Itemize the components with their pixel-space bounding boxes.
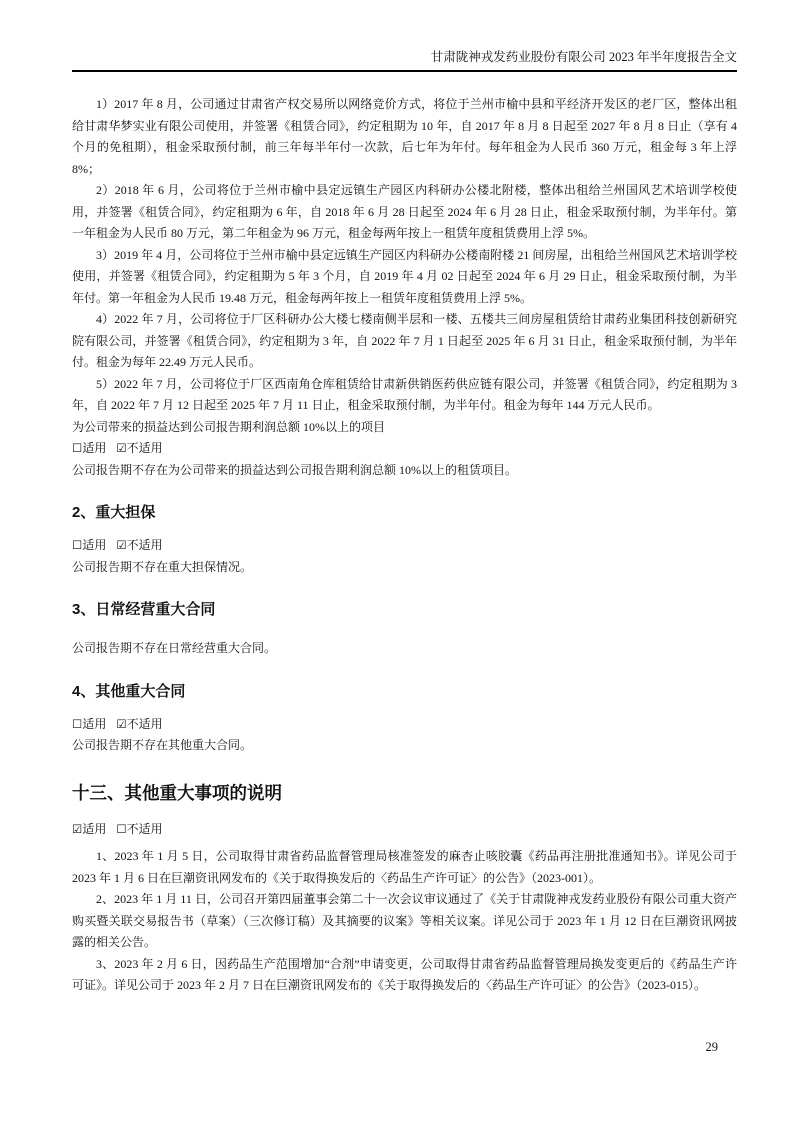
section-2-applicability-row	[72, 535, 737, 557]
section-13-heading: 十三、其他重大事项的说明	[72, 782, 282, 803]
checkbox-checked-icon: ☑	[116, 538, 127, 552]
profit-impact-intro: 为公司带来的损益达到公司报告期利润总额 10%以上的项目	[72, 419, 385, 434]
section-13-item-3: 3、2023 年 2 月 6 日，因药品生产范围增加“合剂”申请变更，公司取得甘肃省药品监督管理局换发变更后的《药品生产许可证》。详见公司于 2023 年 2 月 7 日在巨潮资讯网发布的《关于取得换发后的〈药品生产许可证〉的公告》（2023-015）。	[72, 956, 737, 992]
not-applicable-label: 不适用	[126, 821, 163, 836]
checkbox-unchecked-icon: ☐	[72, 538, 83, 552]
lease-paragraph-5: 5）2022 年 7 月，公司将位于厂区西南角仓库租赁给甘肃新供销医药供应链有限公司，并签署《租赁合同》，约定租期为 3 年，自 2022 年 7 月 12 日起至 2025 年 7 月 11 日止，租金采取预付制，为半年付。租金为每年 144 万元人民币。	[72, 376, 737, 412]
not-applicable-label: 不适用	[126, 538, 163, 552]
profit-impact-applicability-row	[72, 438, 737, 460]
checkbox-checked-icon: ☑	[72, 821, 83, 836]
page-content	[72, 94, 737, 997]
section-4-applicability-row	[72, 714, 737, 736]
applicable-label: 适用	[82, 821, 107, 836]
profit-impact-statement: 公司报告期不存在为公司带来的损益达到公司报告期利润总额 10%以上的租赁项目。	[72, 462, 517, 477]
not-applicable-label: 不适用	[126, 441, 163, 455]
section-4-statement: 公司报告期不存在其他重大合同。	[72, 738, 253, 752]
header-rule	[72, 70, 737, 72]
section-3-heading: 3、日常经营重大合同	[72, 601, 216, 618]
checkbox-unchecked-icon: ☐	[72, 716, 83, 731]
section-4-heading: 4、其他重大合同	[72, 682, 186, 700]
section-2-heading: 2、重大担保	[72, 504, 156, 521]
page-header	[72, 50, 737, 72]
checkbox-checked-icon: ☑	[116, 441, 127, 455]
checkbox-unchecked-icon: ☐	[116, 821, 127, 836]
lease-paragraph-2: 2）2018 年 6 月，公司将位于兰州市榆中县定远镇生产园区内科研办公楼北附楼，整体出租给兰州国风艺术培训学校使用，并签署《租赁合同》，约定租期为 6 年，自 2018 年 6 月 28 日起至 2024 年 6 月 28 日止，租金采取预付制，为半年付。第一年租金为人民币 80 万元，第二年租金为 96 万元，租金每两年按上一租赁年度租赁费用上浮 5%。	[72, 183, 737, 240]
lease-paragraph-4: 4）2022 年 7 月，公司将位于厂区科研办公大楼七楼南侧半层和一楼、五楼共三间房屋租赁给甘肃药业集团科技创新研究院有限公司，并签署《租赁合同》，约定租期为 3 年，自 2022 年 7 月 1 日起至 2025 年 6 月 31 日止，租金采取预付制，为半年付。租金为每年 22.49 万元人民币。	[72, 312, 737, 369]
checkbox-checked-icon: ☑	[116, 716, 127, 731]
section-13-item-2: 2、2023 年 1 月 11 日，公司召开第四届董事会第二十一次会议审议通过了《关于甘肃陇神戎发药业股份有限公司重大资产购买暨关联交易报告书（草案）（三次修订稿）及其摘要的议案》等相关议案。详见公司于 2023 年 1 月 12 日在巨潮资讯网披露的相关公告。	[72, 892, 737, 949]
checkbox-unchecked-icon: ☐	[72, 441, 83, 455]
applicable-label: 适用	[82, 716, 107, 731]
applicable-label: 适用	[82, 538, 107, 552]
lease-paragraph-3: 3）2019 年 4 月，公司将位于兰州市榆中县定远镇生产园区内科研办公楼南附楼 21 间房屋，出租给兰州国风艺术培训学校使用，并签署《租赁合同》，约定租期为 5 年 3 个月，自 2019 年 4 月 02 日起至 2024 年 6 月 29 日止，租金采取预付制，为半年付。第一年租金为人民币 19.48 万元，租金每两年按上一租赁年度租赁费用上浮 5%。	[72, 247, 737, 305]
section-3-statement: 公司报告期不存在日常经营重大合同。	[72, 641, 277, 655]
not-applicable-label: 不适用	[126, 716, 163, 731]
section-13-applicability-row	[72, 819, 737, 841]
lease-paragraph-1: 1）2017 年 8 月，公司通过甘肃省产权交易所以网络竞价方式，将位于兰州市榆中县和平经济开发区的老厂区，整体出租给甘肃华梦实业有限公司使用，并签署《租赁合同》，约定租期为 10 年，自 2017 年 8 月 8 日起至 2027 年 8 月 8 日止（享有 4 个月的免租期），租金采取预付制，前三年每半年付一次款，后七年为年付。每年租金为人民币 360 万元，租金每 3 年上浮 8%；	[72, 97, 737, 176]
header-title: 甘肃陇神戎发药业股份有限公司 2023 年半年度报告全文	[430, 50, 737, 64]
section-13-items	[72, 846, 737, 997]
page-number: 29	[705, 1040, 718, 1054]
section-2-statement: 公司报告期不存在重大担保情况。	[72, 559, 253, 574]
applicable-label: 适用	[82, 441, 107, 455]
section-13-item-1: 1、2023 年 1 月 5 日，公司取得甘肃省药品监督管理局核准签发的麻杏止咳胶囊《药品再注册批准通知书》。详见公司于 2023 年 1 月 6 日在巨潮资讯网发布的《关于取得换发后的〈药品生产许可证〉的公告》（2023-001）。	[72, 849, 737, 885]
